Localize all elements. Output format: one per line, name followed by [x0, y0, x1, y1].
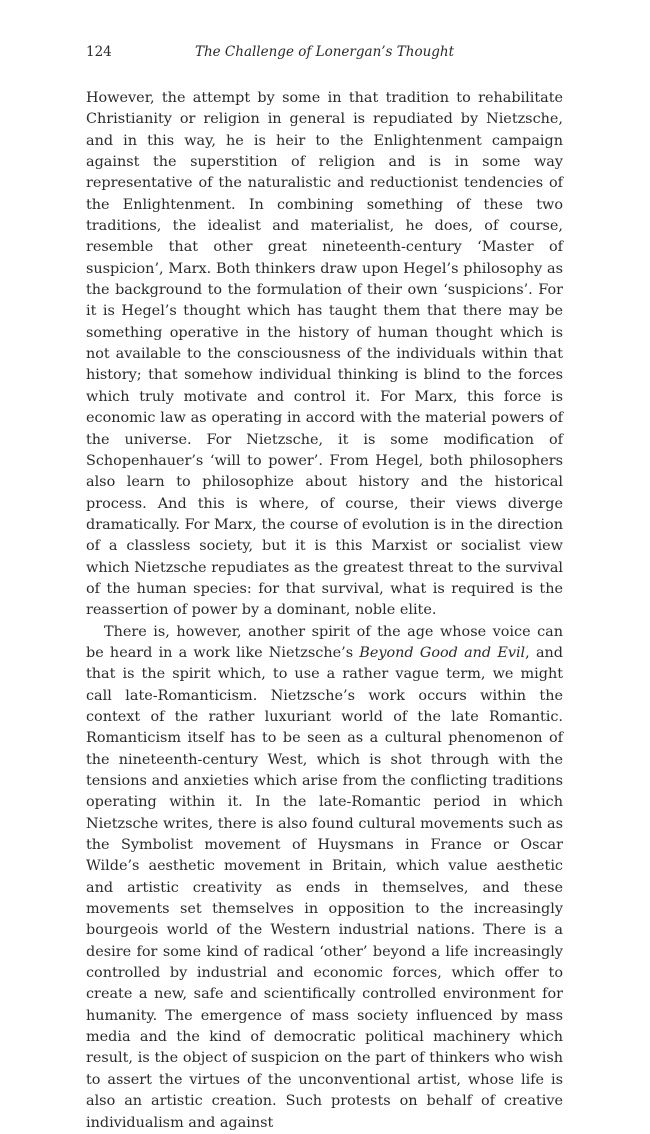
book-title-reference: Beyond Good and Evil [359, 644, 526, 661]
page-number: 124 [86, 44, 112, 60]
running-head [86, 44, 563, 64]
paragraph-1: However, the attempt by some in that tradition to rehabilitate Christianity or religion in general is repudiated by Nietzsche, and in this way, he is heir to the Enlightenment campaign against the superstition of religion and is in some way representative of the naturalistic and reductionist tendencies of the Enlightenment. In combining something of these two traditions, the idealist and materialist, he does, of course, resemble that other great nineteenth-century ‘Master of suspicion’, Marx. Both thinkers draw upon Hegel’s philosophy as the background to the formulation of their own ‘suspicions’. For it is Hegel’s thought which has taught them that there may be something operative in the history of human thought which is not available to the consciousness of the individuals within that history; that somehow individual thinking is blind to the forces which truly motivate and control it. For Marx, this force is economic law as operating in accord with the material powers of the universe. For Nietzsche, it is some modification of Schopenhauer’s ‘will to power’. From Hegel, both philosophers also learn to philosophize about history and the historical process. And this is where, of course, their views diverge dramatically. For Marx, the course of evolution is in the direction of a classless society, but it is this Marxist or socialist view which Nietzsche repudiates as the greatest threat to the survival of the human species: for that survival, what is required is the reassertion of power by a dominant, noble elite. [86, 90, 563, 619]
paragraph-2 [86, 622, 563, 1134]
paragraph-2-text-start: There is, however, another spirit of the age whose voice can be heard in a work like Nietzsche’s [86, 623, 563, 661]
book-title: The Challenge of Lonergan’s Thought [194, 44, 455, 60]
body-text [86, 88, 563, 1134]
paragraph-2-text-end: , and that is the spirit which, to use a rather vague term, we might call late-Romanticism. Nietzsche’s work occurs within the context of the rather luxuriant world of the late Romantic. Romanticism itself has to be seen as a cultural phenomenon of the nineteenth-century West, which is shot through with the tensions and anxieties which arise from the conflicting traditions operating within it. In the late-Romantic period in which Nietzsche writes, there is also found cultural movements such as the Symbolist movement of Huysmans in France or Oscar Wilde’s aesthetic movement in Britain, which value aesthetic and artistic creativity as ends in themselves, and these movements set themselves in opposition to the increasingly bourgeois world of the Western industrial nations. There is a desire for some kind of radical ‘other’ beyond a life increasingly controlled by industrial and economic forces, which offer to create a new, safe and scientifically controlled environment for humanity. The emergence of mass society influenced by mass media and the kind of democratic political machinery which result, is the object of suspicion on the part of thinkers who wish to assert the virtues of the unconventional artist, whose life is also an artistic creation. Such protests on behalf of creative individualism and against [86, 644, 563, 1131]
